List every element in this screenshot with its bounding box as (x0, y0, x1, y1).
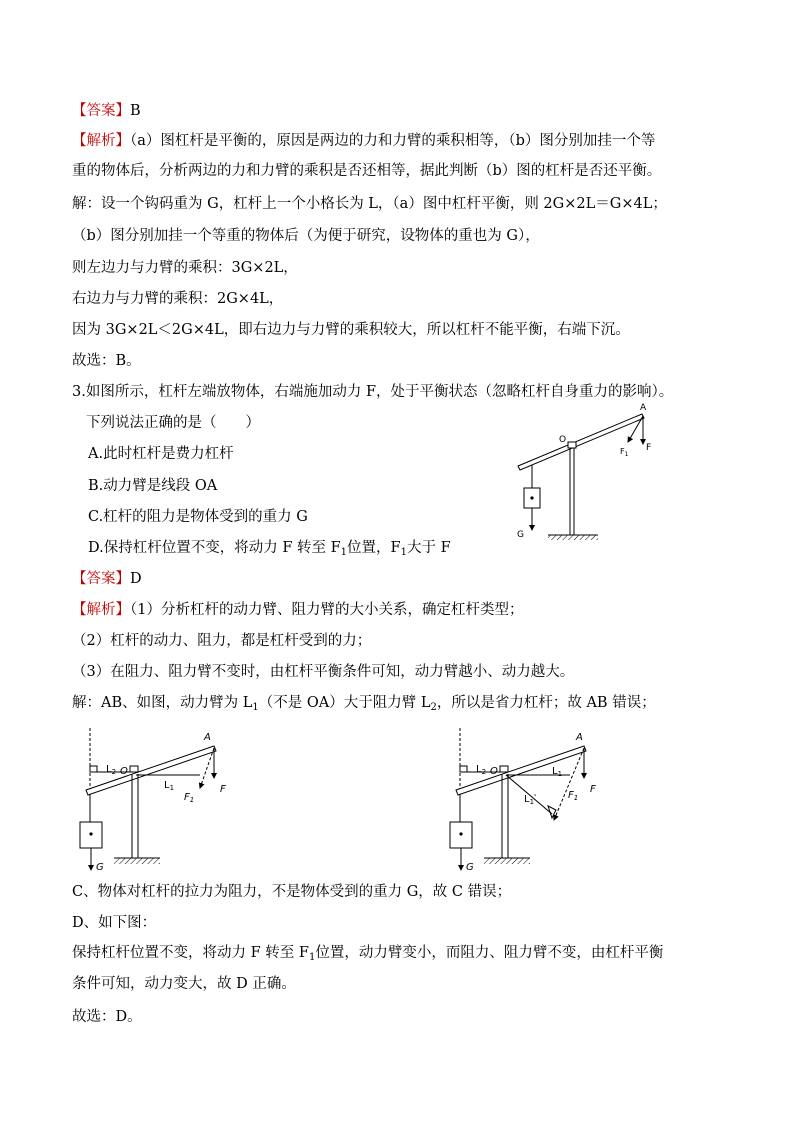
solution-line-5: 因为 3G×2L＜2G×4L，即右边力与力臂的乘积较大，所以杠杆不能平衡，右端下沉。 (72, 322, 630, 338)
solution-line-3: 则左边力与力臂的乘积：3G×2L， (72, 260, 298, 276)
analysis-line-1: 【解析】（a）图杠杆是平衡的，原因是两边的力和力臂的乘积相等，（b）图分别加挂一个等 (72, 133, 656, 149)
solution-line-6: 故选：B。 (72, 353, 141, 369)
label-g: G (466, 862, 474, 873)
solution-d-line-1: 保持杠杆位置不变，将动力 F 转至 $F_1$位置，动力臂变小，而阻力、阻力臂不变，由杠杆平衡 (72, 945, 664, 963)
analysis-label: 解析 (86, 133, 116, 149)
analysis-point-2: （2）杠杆的动力、阻力，都是杠杆受到的力； (72, 633, 372, 649)
lever-figure-solution-left (74, 728, 244, 876)
label-l1-prime: $L_1'$ (524, 793, 537, 806)
answer-label: 答案 (86, 103, 116, 119)
solution-ab: 解：AB、如图，动力臂为 $L_1$（不是 OA）大于阻力臂 $L_2$，所以是省力杠杆；故 AB 错误； (72, 695, 656, 713)
answer-line-3: 【答案】D (72, 571, 142, 587)
label-g: G (517, 530, 524, 540)
analysis-text: （1）分析杠杆的动力臂、阻力臂的大小关系，确定杠杆类型； (130, 602, 524, 618)
question-stem: 3.如图所示，杠杆左端放物体，右端施加动力 F，处于平衡状态（忽略杠杆自身重力的影响）。 (72, 384, 674, 400)
lever-figure-question (512, 398, 682, 548)
solution-end: 故选：D。 (72, 1009, 142, 1025)
solution-d-line-2: 条件可知，动力变大，故 D 正确。 (72, 976, 296, 992)
lever-bar (518, 414, 644, 470)
answer-value: B (130, 103, 141, 119)
label-a: A (204, 732, 211, 743)
label-f1: $F_1$ (568, 790, 579, 802)
solution-line-1: 解：设一个钩码重为 G，杠杆上一个小格长为 L，（a）图中杠杆平衡，则 2G×2L＝G×4L； (72, 196, 667, 212)
label-a: A (576, 732, 583, 743)
label-f1: $F_1$ (620, 447, 629, 458)
label-g: G (96, 862, 104, 873)
answer-label: 答案 (86, 571, 116, 587)
solution-d: D、如下图： (72, 915, 157, 931)
label-l1: $L_1$ (164, 780, 175, 792)
lever-figure-solution-right (444, 728, 614, 876)
label-o: O (490, 766, 498, 777)
label-l2: $L_2$ (476, 764, 487, 776)
analysis-line-2: 重的物体后，分析两边的力和力臂的乘积是否还相等，据此判断（b）图的杠杆是否还平衡。 (72, 163, 662, 179)
label-l1: $L_1$ (552, 766, 563, 778)
option-d: D.保持杠杆位置不变，将动力 F 转至 $F_1$位置，$F_1$大于 F (88, 540, 451, 558)
label-l2: $L_2$ (106, 764, 117, 776)
label-f: F (220, 784, 226, 795)
analysis-label: 解析 (86, 602, 116, 618)
analysis-line-3: 【解析】（1）分析杠杆的动力臂、阻力臂的大小关系，确定杠杆类型； (72, 602, 524, 618)
solution-line-4: 右边力与力臂的乘积：2G×4L， (72, 291, 284, 307)
question-prompt: 下列说法正确的是（ ） (86, 415, 260, 431)
label-a: A (640, 403, 647, 413)
solution-line-2: （b）图分别加挂一个等重的物体后（为便于研究，设物体的重也为 G）， (72, 228, 540, 244)
option-a: A.此时杠杆是费力杠杆 (88, 446, 234, 462)
answer-line-1: 【答案】B (72, 103, 141, 119)
analysis-text: （a）图杠杆是平衡的，原因是两边的力和力臂的乘积相等，（b）图分别加挂一个等 (130, 133, 656, 149)
option-b: B.动力臂是线段 OA (88, 478, 218, 494)
label-f1: $F_1$ (184, 792, 195, 804)
label-o: O (559, 435, 567, 445)
answer-value: D (130, 571, 142, 587)
label-f: F (646, 443, 652, 453)
analysis-point-3: （3）在阻力、阻力臂不变时，由杠杆平衡条件可知，动力臂越小、动力越大。 (72, 664, 575, 680)
option-c: C.杠杆的阻力是物体受到的重力 G (88, 509, 308, 525)
solution-c: C、物体对杠杆的拉力为阻力，不是物体受到的重力 G，故 C 错误； (72, 884, 512, 900)
label-o: O (120, 766, 128, 777)
label-f: F (590, 784, 596, 795)
